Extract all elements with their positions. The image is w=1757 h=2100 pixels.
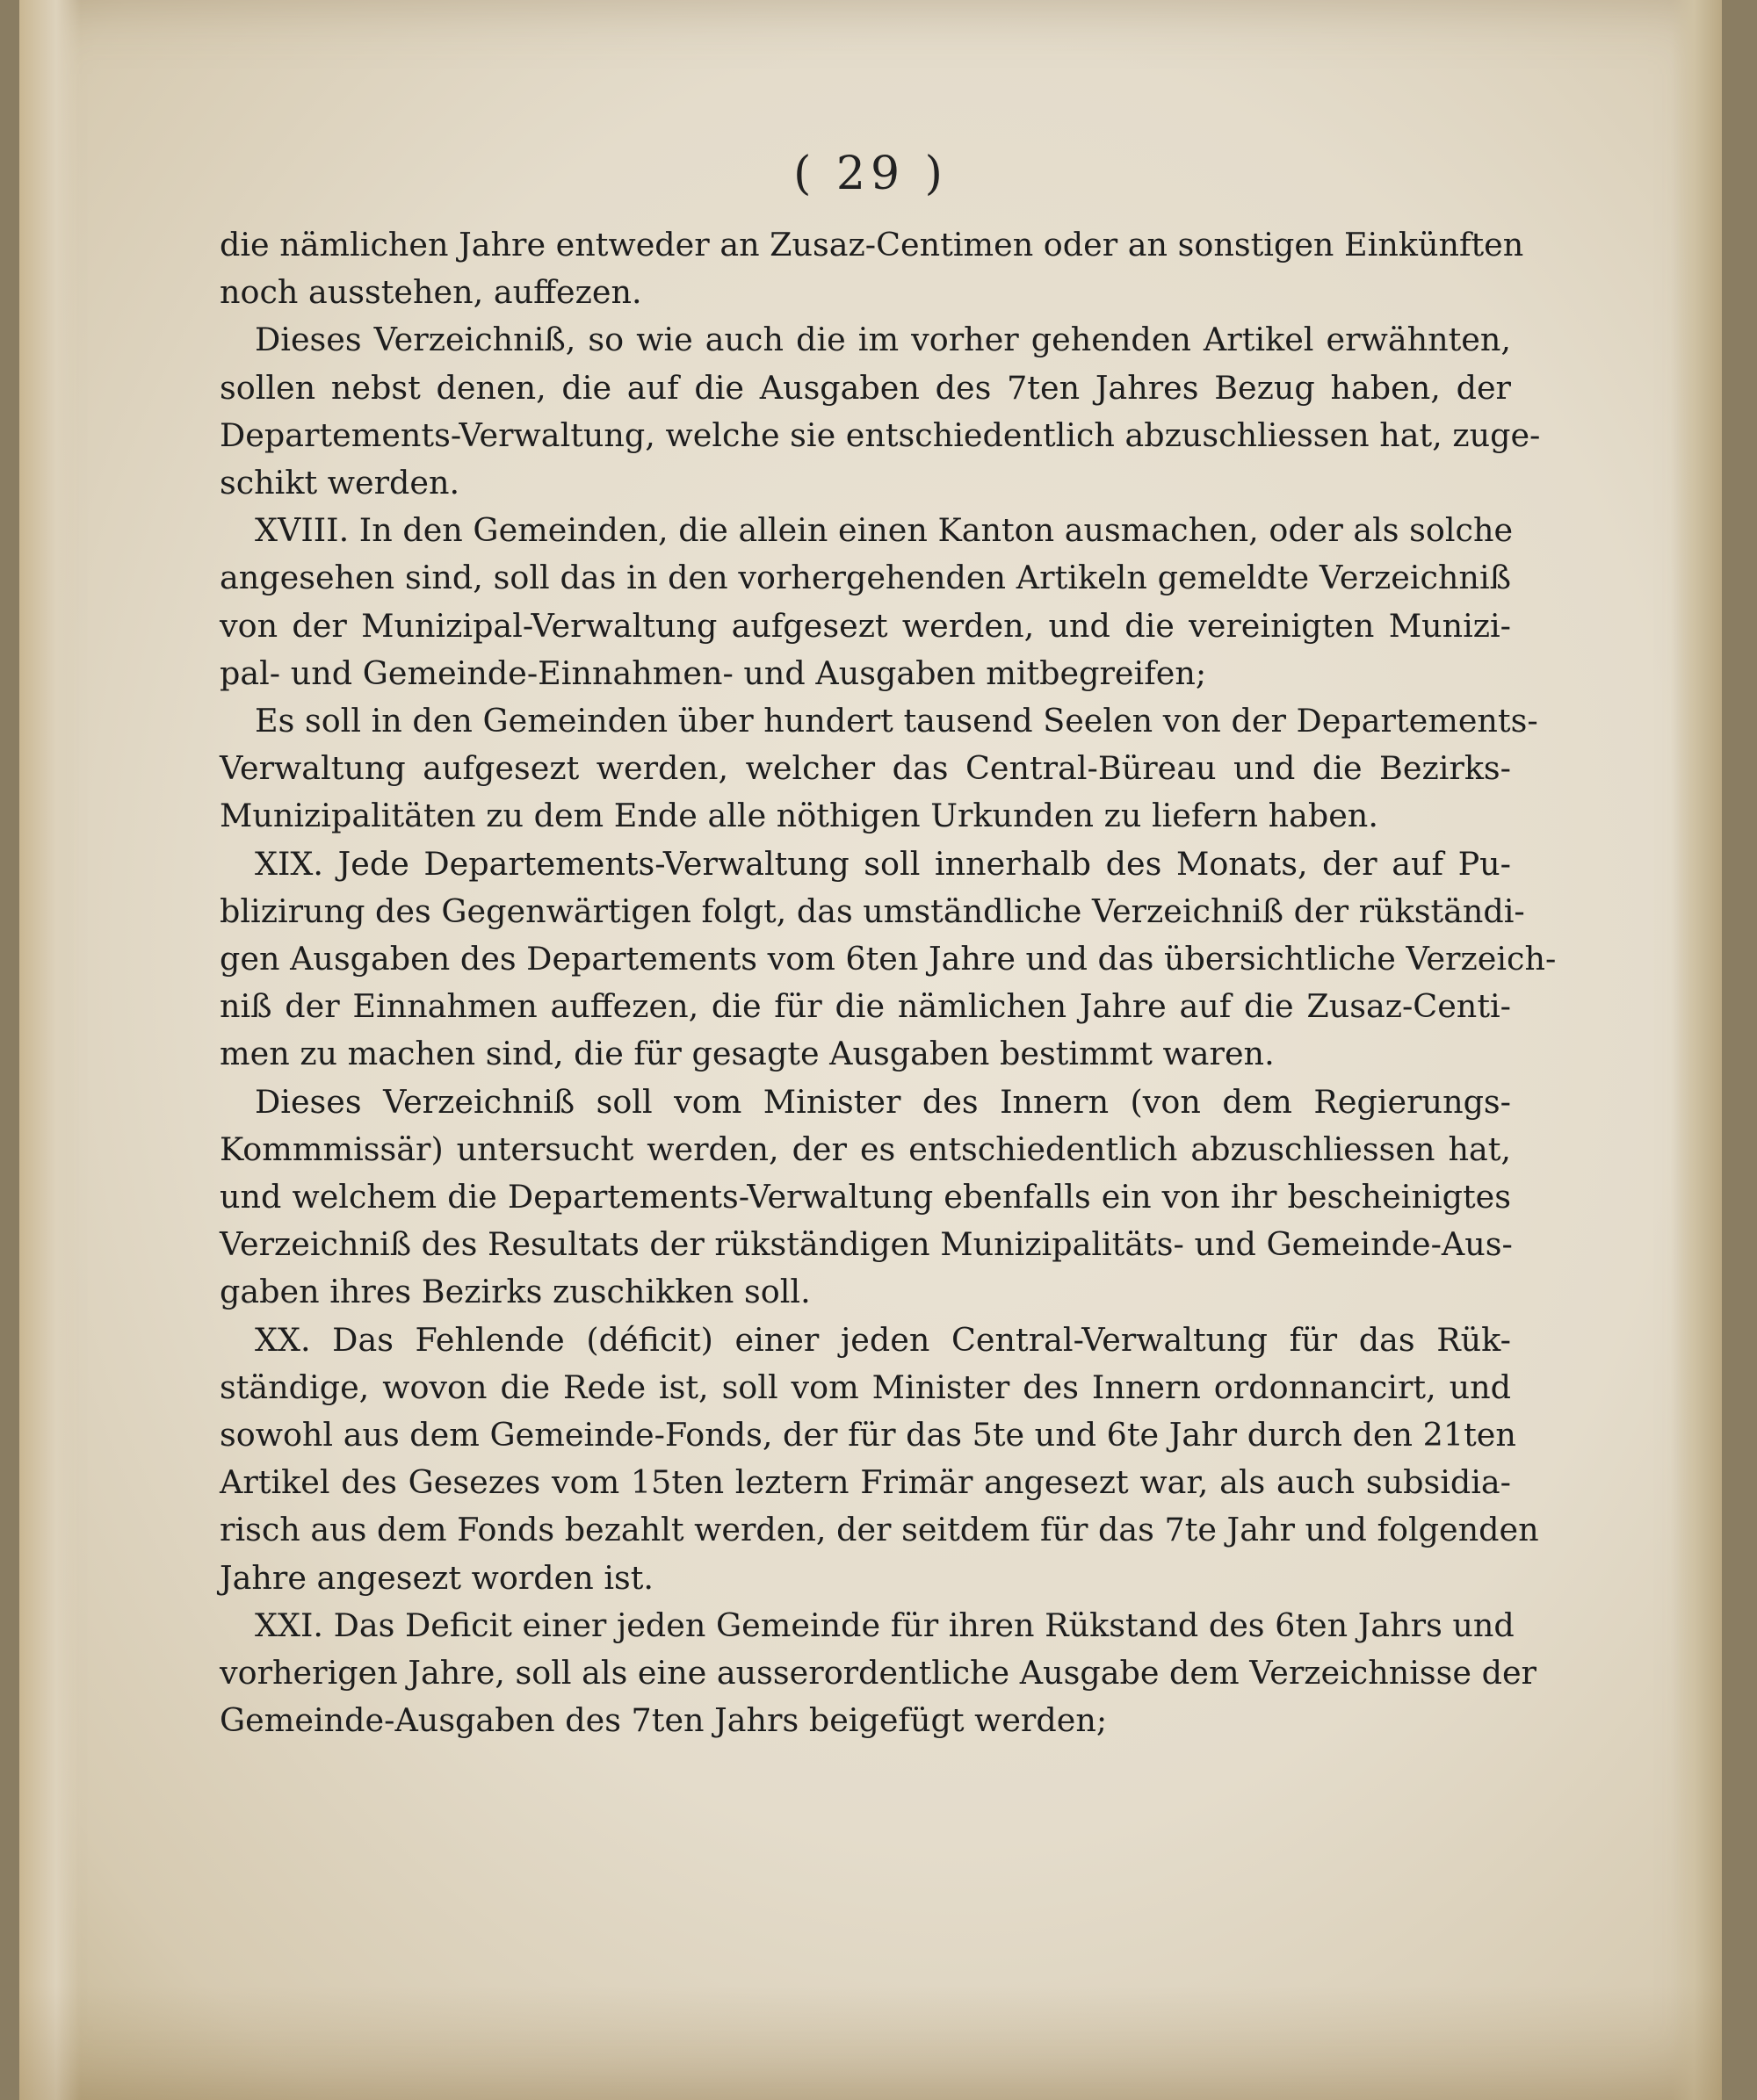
- text-line: vorherigen Jahre, soll als eine ausserordentliche Ausgabe dem Verzeichnisse der: [220, 1654, 1536, 1692]
- text-line: Jahre angesezt worden ist.: [220, 1558, 654, 1597]
- text-line: Verwaltung aufgesezt werden, welcher das Central-Büreau und die Bezirks-: [220, 749, 1511, 788]
- text-line: niß der Einnahmen auffezen, die für die nämlichen Jahre auf die Zusaz-Centi-: [220, 987, 1511, 1026]
- page-bottom-stain: [19, 1986, 1722, 2100]
- text-line: Artikel des Gesezes vom 15ten leztern Frimär angesezt war, als auch subsidia-: [220, 1463, 1511, 1502]
- text-line: und welchem die Departements-Verwaltung ebenfalls ein von ihr bescheinigtes: [220, 1178, 1511, 1216]
- page-edge-shadow: [1671, 0, 1722, 2100]
- text-line: pal- und Gemeinde-Einnahmen- und Ausgaben mitbegreifen;: [220, 653, 1207, 692]
- body-text: [220, 221, 1557, 1745]
- text-line: XX. Das Fehlende (déficit) einer jeden Central-Verwaltung für das Rük-: [255, 1320, 1511, 1359]
- text-line: sollen nebst denen, die auf die Ausgaben des 7ten Jahres Bezug haben, der: [220, 368, 1511, 407]
- text-line: sowohl aus dem Gemeinde-Fonds, der für das 5te und 6te Jahr durch den 21ten: [220, 1416, 1516, 1454]
- text-line: Munizipalitäten zu dem Ende alle nöthigen Urkunden zu liefern haben.: [220, 797, 1378, 835]
- text-line: Dieses Verzeichniß soll vom Minister des Innern (von dem Regierungs-: [255, 1082, 1511, 1121]
- text-line: von der Munizipal-Verwaltung aufgesezt werden, und die vereinigten Munizi-: [220, 606, 1511, 645]
- text-line: gaben ihres Bezirks zuschikken soll.: [220, 1273, 811, 1311]
- text-line: ständige, wovon die Rede ist, soll vom Minister des Innern ordonnancirt, und: [220, 1368, 1511, 1406]
- text-line: angesehen sind, soll das in den vorhergehenden Artikeln gemeldte Verzeichniß: [220, 559, 1511, 597]
- text-line: XIX. Jede Departements-Verwaltung soll innerhalb des Monats, der auf Pu-: [255, 844, 1511, 883]
- text-line: noch ausstehen, auffezen.: [220, 273, 642, 312]
- text-line: schikt werden.: [220, 464, 460, 502]
- page-spine-shadow: [19, 0, 81, 2100]
- text-line: Es soll in den Gemeinden über hundert tausend Seelen von der Departements-: [255, 702, 1538, 740]
- text-line: XVIII. In den Gemeinden, die allein einen Kanton ausmachen, oder als solche: [255, 511, 1514, 550]
- text-line: men zu machen sind, die für gesagte Ausgaben bestimmt waren.: [220, 1035, 1275, 1073]
- text-line: Departements-Verwaltung, welche sie entschiedentlich abzuschliessen hat, zuge-: [220, 415, 1541, 454]
- text-line: risch aus dem Fonds bezahlt werden, der seitdem für das 7te Jahr und folgenden: [220, 1511, 1539, 1549]
- text-line: die nämlichen Jahre entweder an Zusaz-Centimen oder an sonstigen Einkünften: [220, 226, 1524, 263]
- text-line: XXI. Das Deficit einer jeden Gemeinde für ihren Rükstand des 6ten Jahrs und: [255, 1606, 1515, 1644]
- text-line: Gemeinde-Ausgaben des 7ten Jahrs beigefügt werden;: [220, 1701, 1108, 1740]
- text-line: Dieses Verzeichniß, so wie auch die im vorher gehenden Artikel erwähnten,: [255, 321, 1511, 359]
- book-page: [19, 0, 1722, 2100]
- text-line: Verzeichniß des Resultats der rükständigen Munizipalitäts- und Gemeinde-Aus-: [220, 1225, 1513, 1264]
- page-number: ( 29 ): [793, 148, 948, 200]
- text-line: blizirung des Gegenwärtigen folgt, das umständliche Verzeichniß der rükständi-: [220, 891, 1525, 930]
- text-line: Kommmissär) untersucht werden, der es entschiedentlich abzuschliessen hat,: [220, 1129, 1511, 1168]
- text-line: gen Ausgaben des Departements vom 6ten Jahre und das übersichtliche Verzeich-: [220, 940, 1557, 978]
